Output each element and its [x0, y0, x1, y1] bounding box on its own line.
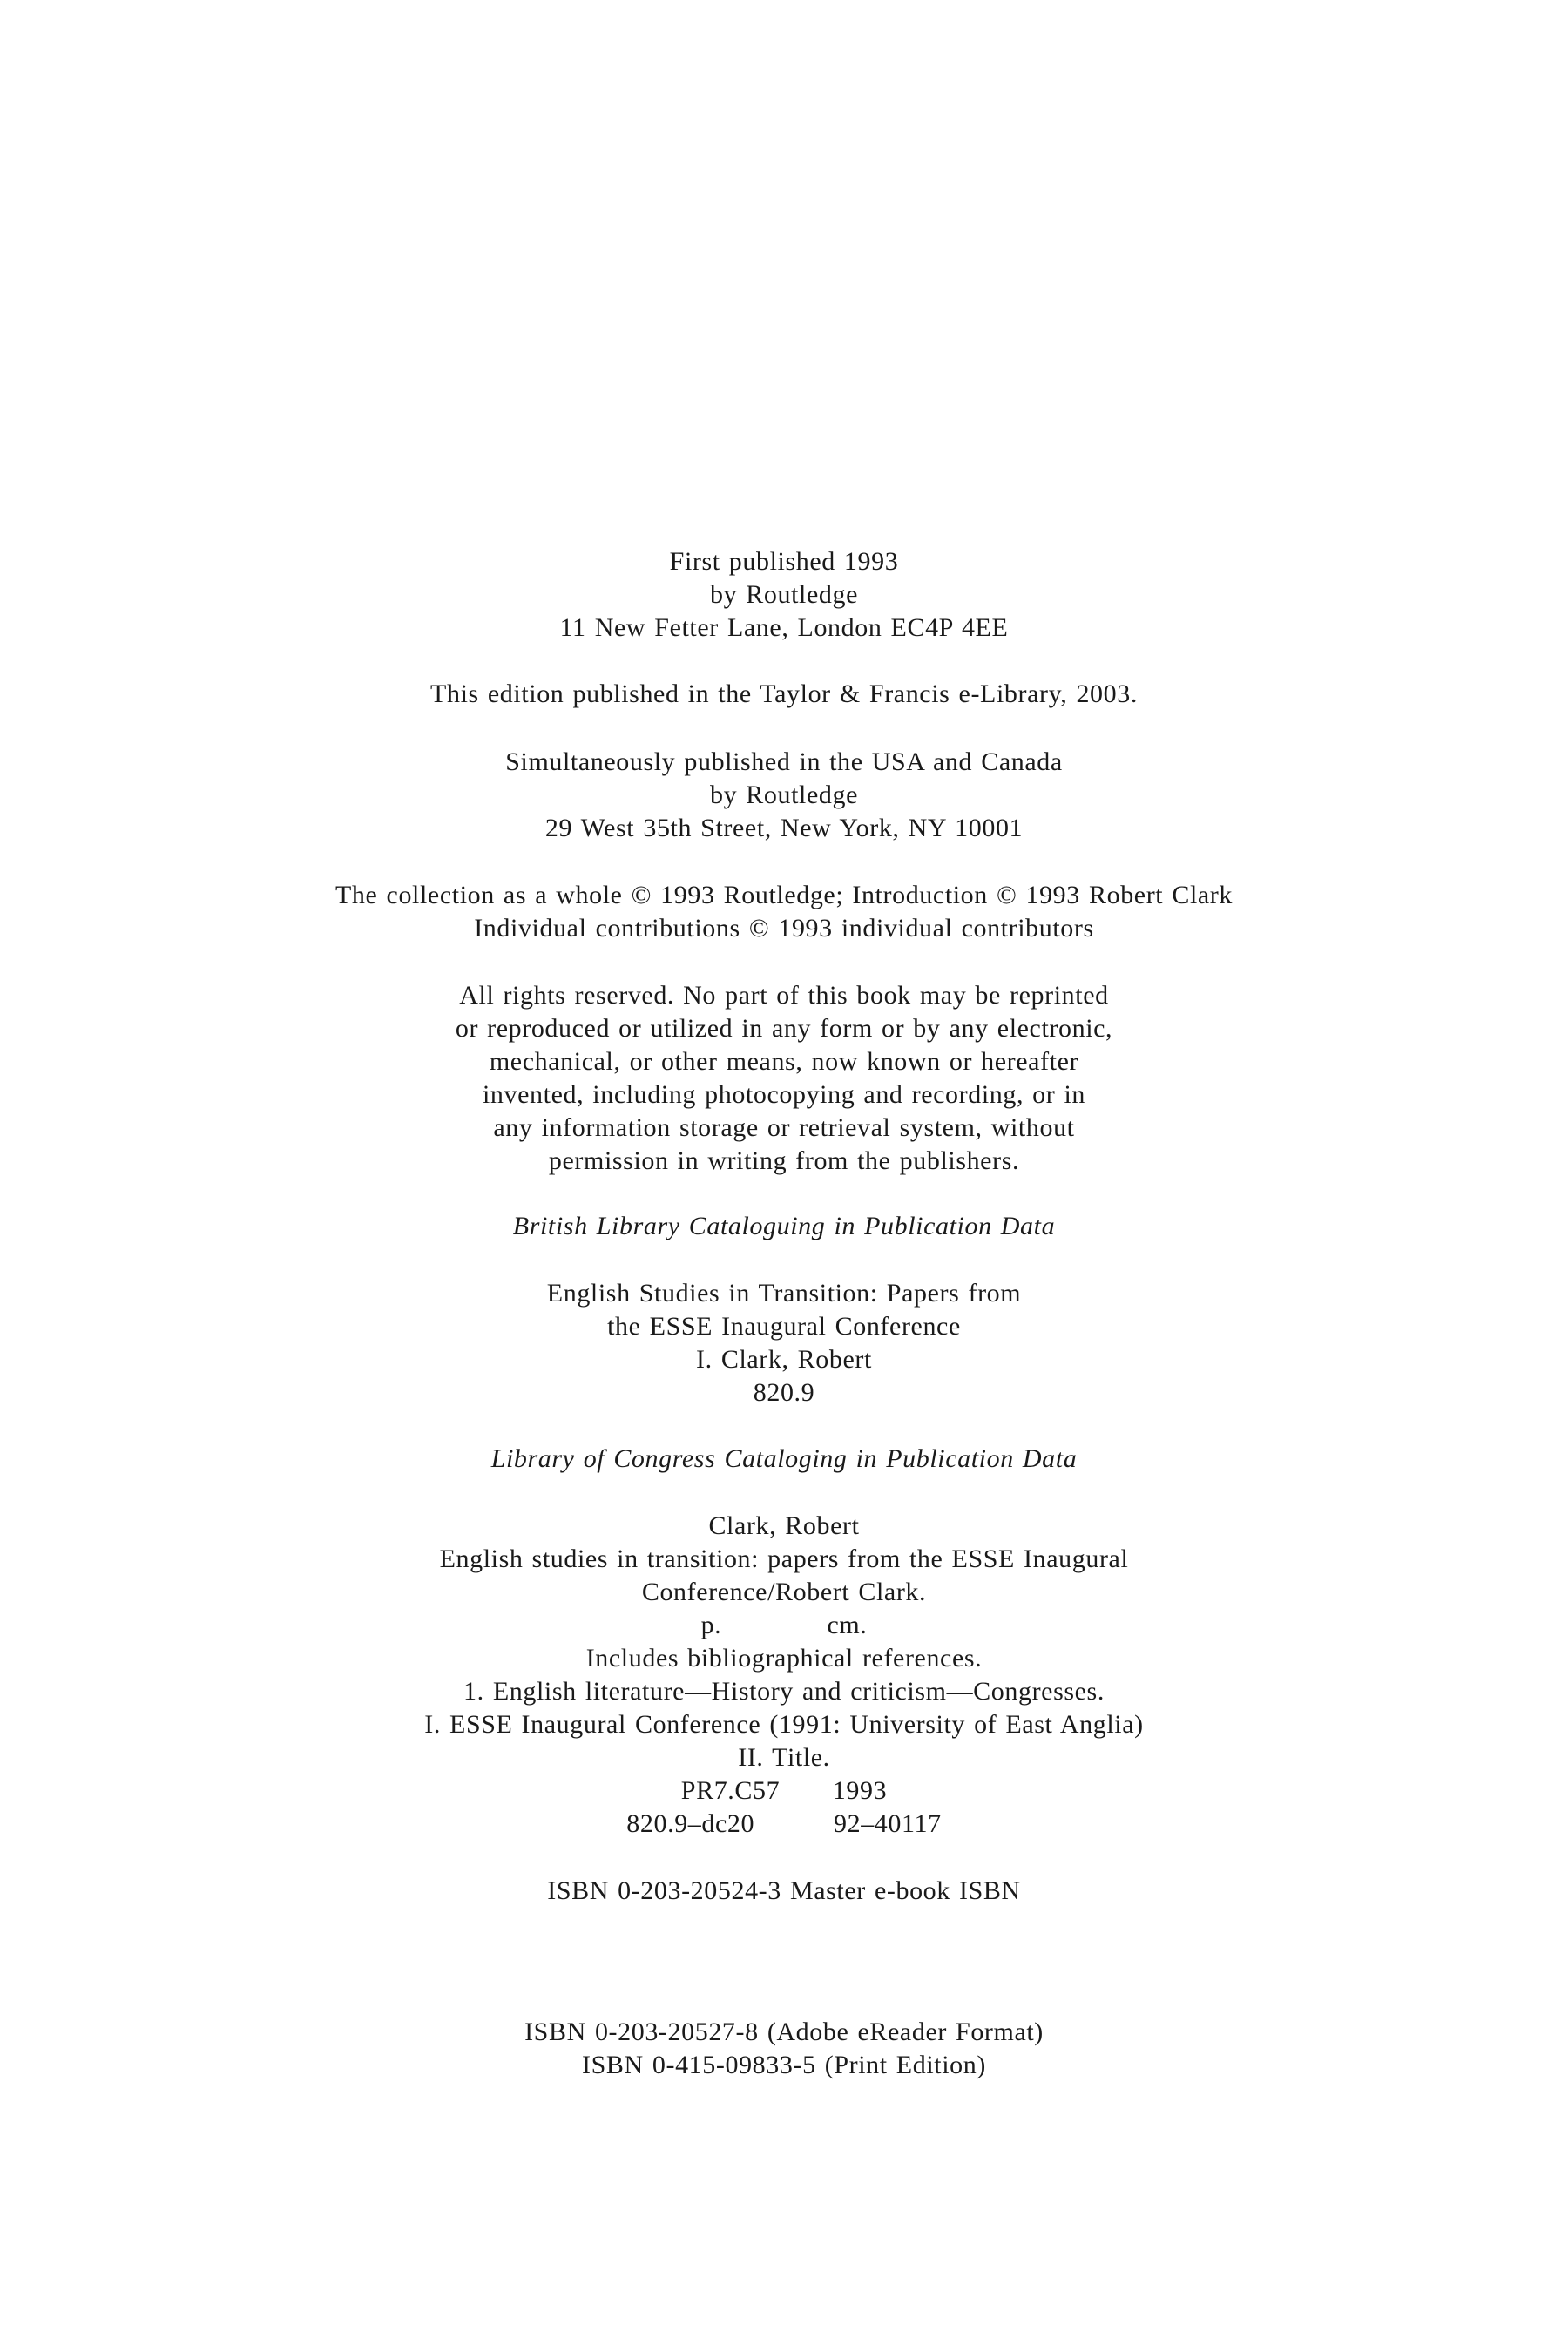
library-of-congress-entry	[0, 1510, 1568, 1841]
british-library-cip	[0, 1210, 1568, 1243]
cip-line: Clark, Robert	[708, 1511, 860, 1540]
rights-line: or reproduced or utilized in any form or by any electronic,	[455, 1014, 1113, 1043]
publication-info	[0, 545, 1568, 645]
cip-line: the ESSE Inaugural Conference	[607, 1312, 961, 1341]
cip-line: Conference/Robert Clark.	[641, 1578, 927, 1606]
cip-line: p. cm.	[700, 1611, 868, 1639]
cip-line: II. Title.	[738, 1743, 830, 1772]
rights-statement	[0, 979, 1568, 1178]
simultaneous-line: 29 West 35th Street, New York, NY 10001	[544, 814, 1024, 842]
isbn-line: ISBN 0-203-20524-3 Master e-book ISBN	[547, 1876, 1021, 1905]
cip-line: English Studies in Transition: Papers from	[546, 1279, 1022, 1308]
cip-line: Includes bibliographical references.	[585, 1644, 983, 1673]
isbn-master	[0, 1875, 1568, 1908]
edition-info	[0, 678, 1568, 711]
cip-line: 820.9	[753, 1378, 815, 1407]
publication-line: First published 1993	[669, 547, 899, 576]
cip-line: PR7.C57 1993	[680, 1776, 888, 1805]
cip-line: 820.9–dc20 92–40117	[626, 1809, 942, 1838]
simultaneous-publication	[0, 746, 1568, 845]
copyright-notice	[0, 879, 1568, 945]
simultaneous-line: by Routledge	[709, 781, 858, 809]
cip-line: I. ESSE Inaugural Conference (1991: University of East Anglia)	[424, 1710, 1144, 1739]
publication-line: by Routledge	[709, 580, 858, 609]
isbn-other	[0, 2016, 1568, 2082]
isbn-line: ISBN 0-415-09833-5 (Print Edition)	[582, 2051, 986, 2079]
rights-line: mechanical, or other means, now known or hereafter	[489, 1047, 1079, 1076]
rights-line: All rights reserved. No part of this book may be reprinted	[459, 981, 1109, 1010]
rights-line: invented, including photocopying and recording, or in	[483, 1080, 1085, 1109]
isbn-line: ISBN 0-203-20527-8 (Adobe eReader Format)	[524, 2017, 1044, 2046]
british-library-heading: British Library Cataloguing in Publication Data	[512, 1212, 1056, 1240]
simultaneous-line: Simultaneously published in the USA and Canada	[505, 747, 1063, 776]
copyright-line: The collection as a whole © 1993 Routledge; Introduction © 1993 Robert Clark	[335, 881, 1233, 909]
cip-line: 1. English literature—History and criticism—Congresses.	[463, 1677, 1105, 1706]
publication-line: 11 New Fetter Lane, London EC4P 4EE	[559, 613, 1009, 642]
british-library-entry	[0, 1277, 1568, 1409]
edition-line: This edition published in the Taylor & Francis e-Library, 2003.	[430, 679, 1138, 708]
rights-line: any information storage or retrieval system, without	[493, 1113, 1075, 1142]
cip-line: English studies in transition: papers from the ESSE Inaugural	[439, 1544, 1129, 1573]
library-of-congress-heading: Library of Congress Cataloging in Publication Data	[490, 1444, 1078, 1473]
cip-line: I. Clark, Robert	[696, 1345, 872, 1374]
copyright-line: Individual contributions © 1993 individual contributors	[474, 914, 1094, 943]
rights-line: permission in writing from the publishers.	[548, 1146, 1020, 1175]
library-of-congress-cip	[0, 1443, 1568, 1476]
